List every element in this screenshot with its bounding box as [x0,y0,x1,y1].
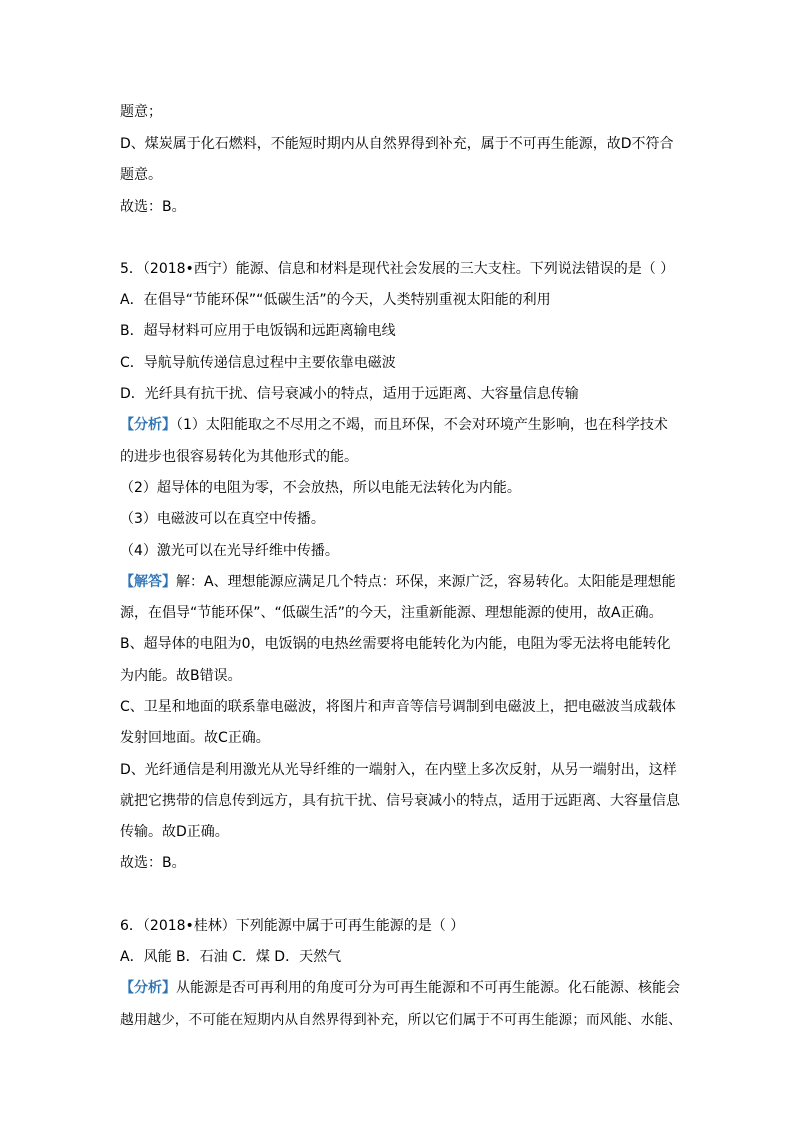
question-5-option-b: B．超导材料可应用于电饭锅和远距离输电线 [120,323,396,339]
question-6-analysis-line: 越用越少，不可能在短期内从自然界得到补充，所以它们属于不可再生能源；而风能、水能、 [120,1012,682,1028]
analysis-tag: 【分析】 [120,980,176,996]
question-5-analysis-line: 的进步也很容易转化为其他形式的能。 [120,449,358,465]
question-5-solution-line: D、光纤通信是利用激光从光导纤维的一端射入，在内壁上多次反射，从另一端射出，这样 [120,762,677,778]
question-5-stem: 5．（2018•西宁）能源、信息和材料是现代社会发展的三大支柱。下列说法错误的是（ ） [120,261,675,277]
analysis-text: （1）太阳能取之不尽用之不竭，而且环保，不会对环境产生影响，也在科学技术 [176,417,668,433]
question-5-solution-line: B、超导体的电阻为0，电饭锅的电热丝需要将电能转化为内能，电阻为零无法将电能转化 [120,636,671,652]
question-5-analysis-line: （4）激光可以在光导纤维中传播。 [120,543,339,559]
prev-text-line: 题意； [120,104,162,120]
question-6-options: A．风能 B．石油 C．煤 D．天然气 [120,949,342,965]
question-5-analysis-line [120,415,668,435]
solution-text: 解：A、理想能源应满足几个特点：环保，来源广泛，容易转化。太阳能是理想能 [176,574,676,590]
prev-answer: 故选：B。 [120,199,186,215]
question-5-solution-line: 发射回地面。故C正确。 [120,730,270,746]
analysis-text: 从能源是否可再利用的角度可分为可再生能源和不可再生能源。化石能源、核能会 [176,980,680,996]
question-5-solution-line [120,572,676,592]
question-5-answer: 故选：B。 [120,855,186,871]
question-6-analysis-line [120,978,680,998]
question-5-option-d: D．光纤具有抗干扰、信号衰减小的特点，适用于远距离、大容量信息传输 [120,386,579,402]
question-5-solution-line: 为内能。故B错误。 [120,668,242,684]
question-5-analysis-line: （2）超导体的电阻为零，不会放热，所以电能无法转化为内能。 [120,480,521,496]
question-6-stem: 6．（2018•桂林）下列能源中属于可再生能源的是（ ） [120,918,465,934]
question-5-option-a: A．在倡导“节能环保”“低碳生活”的今天，人类特别重视太阳能的利用 [120,292,551,308]
analysis-tag: 【分析】 [120,417,176,433]
prev-text-line: D、煤炭属于化石燃料，不能短时期内从自然界得到补充，属于不可再生能源，故D不符合 [120,136,674,152]
question-5-solution-line: C、卫星和地面的联系靠电磁波，将图片和声音等信号调制到电磁波上，把电磁波当成载体 [120,699,676,715]
prev-text-line: 题意。 [120,167,162,183]
question-5-solution-line: 传输。故D正确。 [120,824,229,840]
question-5-solution-line: 就把它携带的信息传到远方，具有抗干扰、信号衰减小的特点，适用于远距离、大容量信息 [120,793,680,809]
question-5-analysis-line: （3）电磁波可以在真空中传播。 [120,511,325,527]
solution-tag: 【解答】 [120,574,176,590]
question-5-solution-line: 源，在倡导“节能环保”、“低碳生活”的今天，注重新能源、理想能源的使用，故A正确。 [120,605,663,621]
question-5-option-c: C．导航导航传递信息过程中主要依靠电磁波 [120,355,396,371]
